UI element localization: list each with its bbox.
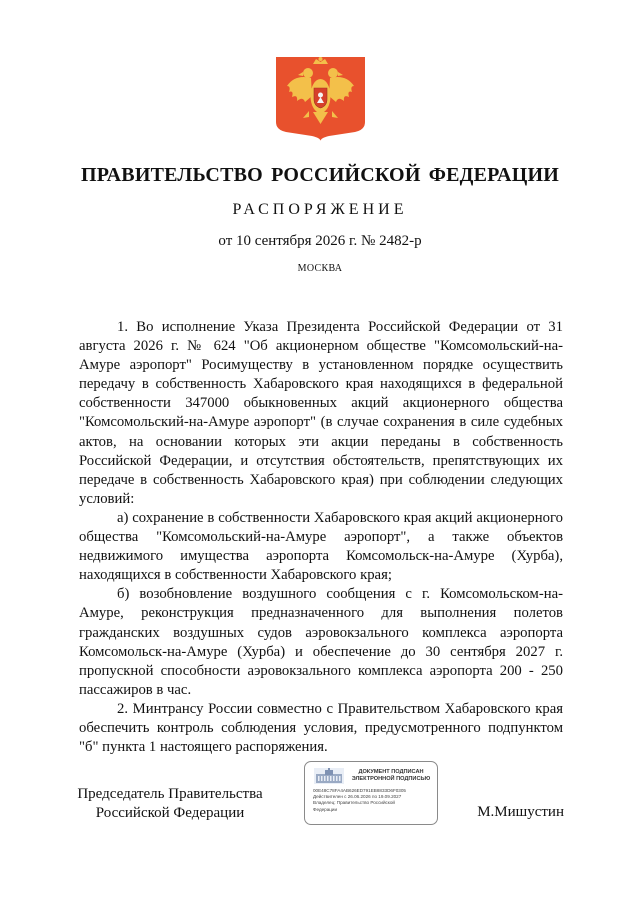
government-title: ПРАВИТЕЛЬСТВО РОССИЙСКОЙ ФЕДЕРАЦИИ	[81, 164, 559, 186]
signatory-position	[60, 785, 280, 823]
paragraph-1: 1. Во исполнение Указа Президента Российской Федерации от 31 августа 2026 г. № 624 "Об акционерном обществе "Комсомольский-на-Амуре аэропорт" Росимуществу в установленном порядке осуществить передачу в собственность Хабаровского края находящихся в федеральной собственности 347000 обыкновенных акций акционерного общества "Комсомольский-на-Амуре аэропорт" (в случае сохранения в силе судебных актов, на основании которых эти акции переданы в собственность Российской Федерации, и отсутствия обстоятельств, препятствующих их передаче в собственность Хабаровского края) при соблюдении следующих условий:	[79, 319, 563, 507]
signatory-position-line2: Российской Федерации	[95, 805, 245, 821]
stamp-certificate: 00E48C78FA4AB626ED791EB8833D6F0305	[313, 788, 406, 793]
document-type: РАСПОРЯЖЕНИЕ	[232, 201, 408, 218]
signatory-position-line1: Председатель Правительства	[77, 786, 263, 802]
stamp-validity: Действителен с 26.06.2026 по 19.09.2027	[313, 794, 402, 800]
document-city: МОСКВА	[297, 263, 343, 274]
stamp-title	[347, 769, 435, 783]
stamp-title-line1: ДОКУМЕНТ ПОДПИСАН	[358, 769, 424, 775]
document-date-number: от 10 сентября 2026 г. № 2482-р	[218, 233, 422, 249]
stamp-owner-line2: Федерации	[313, 806, 338, 812]
signatory-name: М.Мишустин	[477, 804, 564, 820]
government-building-icon	[314, 768, 344, 784]
paragraph-2: 2. Минтрансу России совместно с Правительством Хабаровского края обеспечить контроль соблюдения условия, предусмотренного подпунктом "б" пункта 1 настоящего распоряжения.	[79, 700, 563, 756]
document-body	[79, 318, 563, 757]
stamp-details	[313, 788, 435, 813]
stamp-owner-line1: Владелец: Правительство Российской	[313, 800, 395, 806]
paragraph-1a: а) сохранение в собственности Хабаровского края акций акционерного общества "Комсомольский-на-Амуре аэропорт", а также объектов недвижимого имущества аэропорта Комсомольск-на-Амуре (Хурба), находящихся в собственности Хабаровского края;	[79, 509, 563, 584]
electronic-signature-stamp	[304, 761, 438, 825]
paragraph-1b: б) возобновление воздушного сообщения с г. Комсомольском-на-Амуре, реконструкция предназначенного для выполнения полетов гражданских воздушных судов аэровокзального комплекса аэропорта Комсомольск-на-Амуре (Хурба) и обеспечение до 30 сентября 2027 г. пропускной способности аэровокзального комплекса аэропорта 200 - 250 пассажиров в час.	[79, 586, 563, 698]
stamp-title-line2: ЭЛЕКТРОННОЙ ПОДПИСЬЮ	[351, 776, 431, 782]
coat-of-arms-icon	[275, 56, 366, 141]
